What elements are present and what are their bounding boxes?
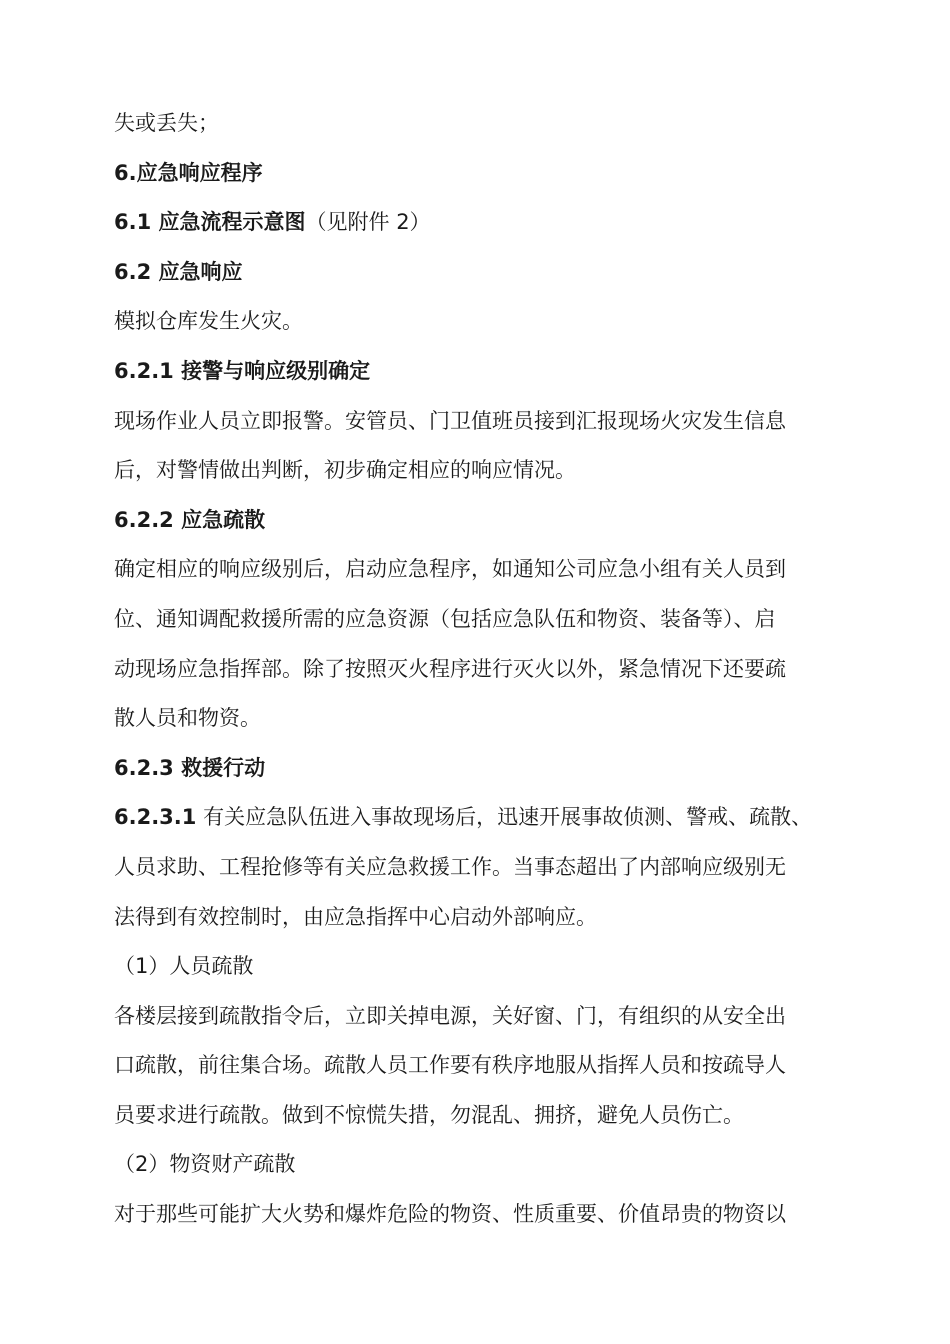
text-line: （2）物资财产疏散 (114, 1152, 296, 1177)
text-line: 各楼层接到疏散指令后，立即关掉电源，关好窗、门，有组织的从安全出 (114, 1003, 786, 1028)
section-heading: 6.1 应急流程示意图（见附件 2） (114, 210, 431, 235)
text-line: 口疏散，前往集合场。疏散人员工作要有秩序地服从指挥人员和按疏导人 (114, 1053, 786, 1078)
text-line: 散人员和物资。 (114, 706, 261, 731)
text-line: 6.2.3.1 有关应急队伍进入事故现场后，迅速开展事故侦测、警戒、疏散、 (114, 805, 813, 830)
text-line: 对于那些可能扩大火势和爆炸危险的物资、性质重要、价值昂贵的物资以 (114, 1202, 786, 1227)
section-heading: 6.应急响应程序 (114, 160, 263, 185)
text-line: 法得到有效控制时，由应急指挥中心启动外部响应。 (114, 904, 597, 929)
text-line: 现场作业人员立即报警。安管员、门卫值班员接到汇报现场火灾发生信息 (114, 408, 786, 433)
text-line: 模拟仓库发生火灾。 (114, 309, 303, 334)
document-page (114, 99, 854, 1240)
section-heading: 6.2 应急响应 (114, 259, 243, 284)
text-line: 失或丢失； (114, 111, 219, 135)
text-line: 动现场应急指挥部。除了按照灭火程序进行灭火以外，紧急情况下还要疏 (114, 656, 786, 681)
text-line: 确定相应的响应级别后，启动应急程序，如通知公司应急小组有关人员到 (114, 557, 786, 582)
section-heading: 6.2.2 应急疏散 (114, 507, 266, 532)
text-line: 位、通知调配救援所需的应急资源（包括应急队伍和物资、装备等）、启 (114, 606, 776, 631)
section-heading: 6.2.3 救援行动 (114, 755, 266, 780)
section-heading: 6.2.1 接警与响应级别确定 (114, 358, 371, 383)
text-line: （1）人员疏散 (114, 954, 254, 979)
text-line: 员要求进行疏散。做到不惊慌失措，勿混乱、拥挤，避免人员伤亡。 (114, 1102, 744, 1127)
text-line: 后，对警情做出判断，初步确定相应的响应情况。 (114, 458, 576, 483)
text-line: 人员求助、工程抢修等有关应急救援工作。当事态超出了内部响应级别无 (114, 854, 786, 879)
